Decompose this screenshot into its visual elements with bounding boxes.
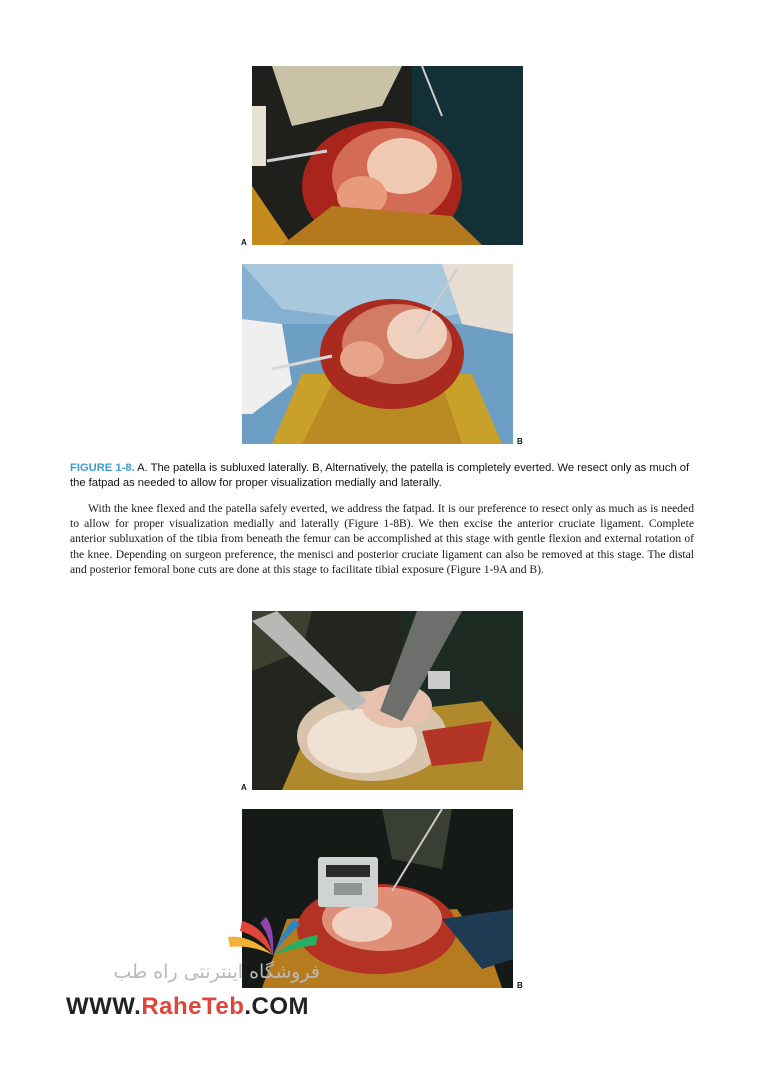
watermark-persian-text: فروشگاه اینترنتی راه طب xyxy=(113,961,320,983)
url-prefix: WWW. xyxy=(66,993,142,1020)
figure-caption-label: FIGURE 1-8. xyxy=(70,462,135,474)
figure-1-8a-photo xyxy=(252,66,523,245)
figure-1-8b-photo xyxy=(242,264,513,444)
figure-1-8a-label: A xyxy=(241,238,247,247)
watermark xyxy=(62,917,332,1027)
body-paragraph: With the knee flexed and the patella safely everted, we address the fatpad. It is our preference to resect only as much as is needed to allow for proper visualization medially and laterally (Figure 1-8B). We then excise the anterior cruciate ligament. Complete anterior subluxation of the tibia from beneath the femur can be accomplished at this stage with gentle flexion and external rotation of the knee. Depending on surgeon preference, the menisci and posterior cruciate ligament can also be removed at this stage. The distal and posterior femoral bone cuts are done at this stage to facilitate tibial exposure (Figure 1-9A and B). xyxy=(70,502,694,576)
figure-1-8-caption xyxy=(70,461,700,491)
figure-1-9a-photo xyxy=(252,611,523,790)
surgical-photo-patella-everted xyxy=(242,264,513,444)
figure-1-8b-label: B xyxy=(517,437,523,446)
surgical-photo-patella-subluxed xyxy=(252,66,523,245)
figure-caption-text: A. The patella is subluxed laterally. B, Alternatively, the patella is completely everted. We resect only as much of the fatpad as needed to allow for proper visualization medially and laterally. xyxy=(70,462,690,489)
book-logo-icon xyxy=(228,917,318,957)
figure-1-9a-label: A xyxy=(241,783,247,792)
url-brand: RaheTeb xyxy=(141,993,245,1020)
url-suffix: .COM xyxy=(244,993,310,1020)
figure-1-9b-label: B xyxy=(517,981,523,990)
surgical-photo-femoral-cut xyxy=(252,611,523,790)
watermark-url[interactable] xyxy=(66,993,309,1021)
